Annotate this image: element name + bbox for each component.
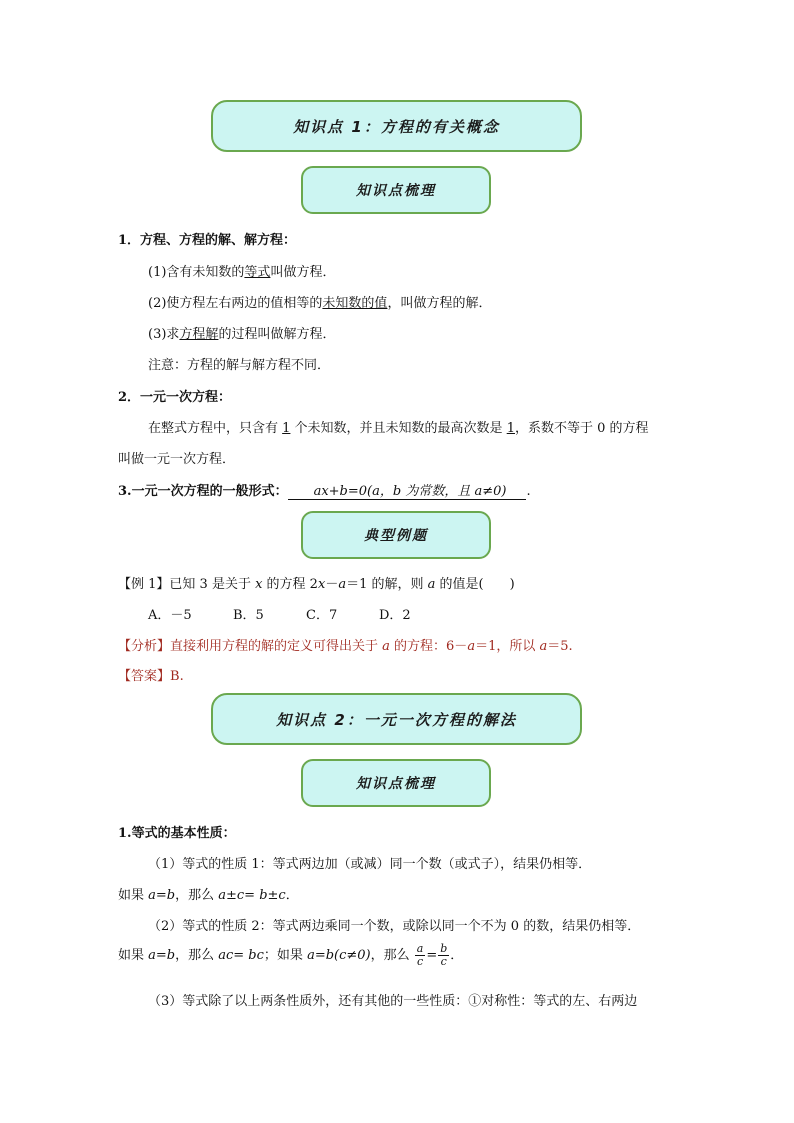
definition-line bbox=[148, 323, 335, 342]
text: ；如果 bbox=[263, 948, 308, 963]
text: 【例 1】已知 3 是关于 bbox=[118, 577, 256, 592]
text: 【分析】直接利用方程的解的定义可得出关于 bbox=[118, 639, 383, 654]
math-var: a bbox=[338, 577, 347, 592]
underlined-term: 等式 bbox=[244, 265, 271, 280]
option-c: C．7 bbox=[306, 608, 338, 623]
text: ． bbox=[450, 948, 464, 963]
text: 如果 bbox=[118, 948, 149, 963]
text: 个未知数，并且未知数的最高次数是 bbox=[290, 421, 507, 436]
underlined-term: 1 bbox=[506, 421, 515, 436]
property-line: （1）等式的性质 1：等式两边加（或减）同一个数（或式子），结果仍相等． bbox=[148, 857, 592, 872]
property-line: （3）等式除了以上两条性质外，还有其他的一些性质：①对称性：等式的左、右两边 bbox=[148, 994, 638, 1009]
underlined-term: 方程解 bbox=[179, 327, 219, 342]
review-label-box: 知识点梳理 bbox=[301, 759, 491, 807]
section-title-banner: 知识点 1：方程的有关概念 bbox=[211, 100, 582, 152]
text: 叫做方程． bbox=[270, 265, 336, 280]
text: ，那么 bbox=[175, 888, 219, 903]
examples-label-box: 典型例题 bbox=[301, 511, 491, 559]
math-var: a bbox=[539, 639, 548, 654]
text: － bbox=[325, 577, 339, 592]
item-heading: 1.等式的基本性质： bbox=[118, 826, 236, 841]
text: ，系数不等于 0 的方程 bbox=[514, 421, 649, 436]
numerator: a bbox=[416, 942, 424, 955]
fraction-b-over-c bbox=[438, 943, 449, 968]
text: 如果 bbox=[118, 888, 149, 903]
text: 的过程叫做解方程． bbox=[218, 327, 336, 342]
definition-line bbox=[148, 261, 335, 280]
text: ＝1，所以 bbox=[475, 639, 540, 654]
math-expr: a±c= b±c bbox=[218, 888, 286, 903]
underlined-term: 未知数的值 bbox=[322, 296, 388, 311]
text: 在整式方程中，只含有 bbox=[148, 421, 283, 436]
math-var: x bbox=[255, 577, 263, 592]
text: 的方程：6－ bbox=[389, 639, 468, 654]
math-expr: ac= bc bbox=[218, 948, 264, 963]
item-heading: 3.一元一次方程的一般形式： bbox=[118, 484, 288, 499]
math-var: a bbox=[467, 639, 476, 654]
text: ，那么 bbox=[370, 948, 414, 963]
review-label-box: 知识点梳理 bbox=[301, 166, 491, 214]
math-expr: a=b(c≠0) bbox=[307, 948, 371, 963]
paragraph-line bbox=[148, 417, 649, 436]
general-form-line bbox=[118, 480, 531, 500]
denominator: c bbox=[440, 955, 447, 968]
text: ＝1 的解，则 bbox=[346, 577, 428, 592]
option-b: B．5 bbox=[233, 608, 264, 623]
property-math-line bbox=[118, 943, 463, 968]
fraction-a-over-c bbox=[415, 943, 426, 968]
math-var: x bbox=[317, 577, 326, 592]
equals-sign: = bbox=[426, 948, 438, 963]
underlined-term: 1 bbox=[282, 421, 291, 436]
math-expr: a=b bbox=[148, 948, 176, 963]
property-math-line bbox=[118, 884, 299, 903]
example-question bbox=[118, 573, 515, 592]
text: 的值是( ) bbox=[435, 577, 515, 592]
item-heading: 2．一元一次方程： bbox=[118, 390, 232, 405]
denominator: c bbox=[416, 955, 424, 968]
answer-line bbox=[118, 665, 184, 684]
fill-blank-answer: ax+b=0(a，b 为常数，且 a≠0) bbox=[288, 480, 527, 500]
section-title-banner: 知识点 2：一元一次方程的解法 bbox=[211, 693, 582, 745]
text: (2)使方程左右两边的值相等的 bbox=[148, 296, 323, 311]
text: . bbox=[526, 484, 531, 499]
math-expr: a=b bbox=[148, 888, 176, 903]
answer-label: 【答案】 bbox=[118, 669, 171, 684]
property-line: （2）等式的性质 2：等式两边乘同一个数，或除以同一个不为 0 的数，结果仍相等． bbox=[148, 919, 641, 934]
note-line: 注意：方程的解与解方程不同． bbox=[148, 358, 331, 373]
text: ． bbox=[285, 888, 299, 903]
text: 的方程 2 bbox=[262, 577, 318, 592]
answer-value: B. bbox=[170, 669, 184, 684]
text: ，叫做方程的解． bbox=[387, 296, 492, 311]
text: ，那么 bbox=[175, 948, 219, 963]
text: (1)含有未知数的 bbox=[148, 265, 245, 280]
option-d: D．2 bbox=[379, 608, 411, 623]
math-var: a bbox=[382, 639, 390, 654]
analysis-line bbox=[118, 635, 573, 654]
text: (3)求 bbox=[148, 327, 180, 342]
option-a: A．－5 bbox=[148, 608, 192, 623]
paragraph-line: 叫做一元一次方程． bbox=[118, 452, 236, 467]
numerator: b bbox=[440, 942, 448, 955]
item-heading: 1．方程、方程的解、解方程： bbox=[118, 233, 297, 248]
math-var: a bbox=[427, 577, 436, 592]
text: ＝5. bbox=[547, 639, 573, 654]
definition-line bbox=[148, 292, 491, 311]
